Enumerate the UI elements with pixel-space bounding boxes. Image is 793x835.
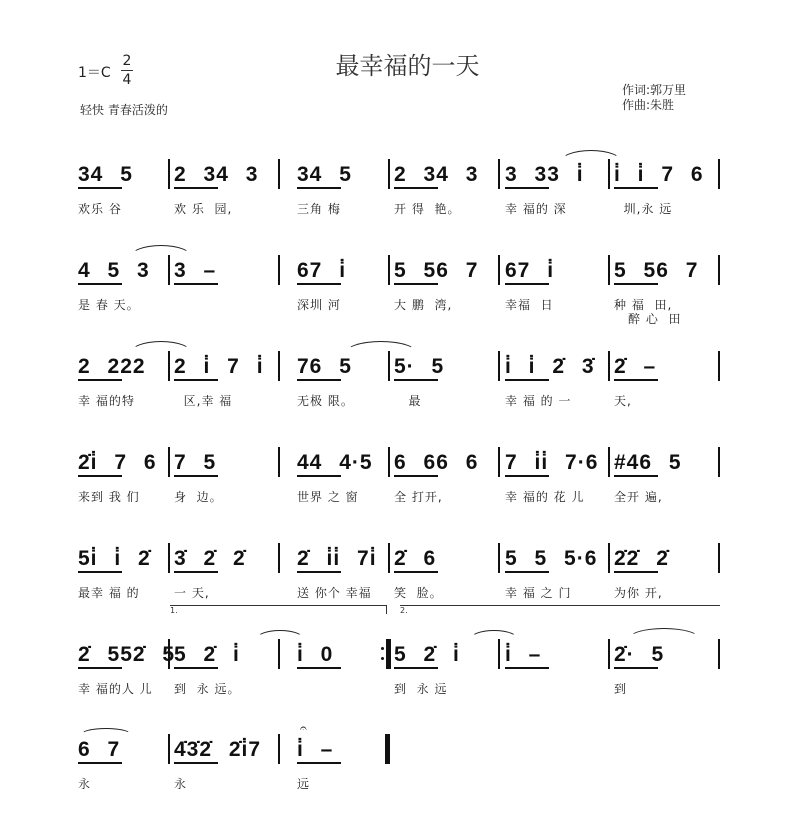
measure-notes: 3 –: [174, 259, 217, 282]
beam-underline: [297, 667, 341, 669]
bar-line: [278, 734, 280, 764]
bar-line: [498, 447, 500, 477]
measure-notes: 3 33 i̇: [505, 163, 584, 186]
lyric-text: 永: [78, 777, 92, 791]
fermata: 𝄐: [300, 721, 307, 735]
measure-notes: 67 i̇: [297, 259, 347, 282]
slur: [80, 728, 132, 742]
lyric-text: 幸 福的 花 儿: [505, 490, 585, 504]
beam-underline: [614, 187, 658, 189]
repeat-bar-line: [386, 639, 391, 669]
lyric-text: 一 天,: [174, 586, 210, 600]
beam-underline: [78, 762, 122, 764]
measure-notes: 44 4·5: [297, 451, 373, 474]
lyric-text: 身 边。: [174, 490, 223, 504]
measure-notes: 2 34 3: [394, 163, 479, 186]
beam-underline: [78, 667, 122, 669]
slur: [130, 341, 192, 365]
beam-underline: [297, 283, 341, 285]
bar-line: [498, 159, 500, 189]
measure-notes: 2̇2̇ 2̇: [614, 547, 669, 570]
lyric-text: 幸 福 之 门: [505, 586, 572, 600]
song-title: 最幸福的一天: [335, 52, 480, 80]
bar-line: [718, 543, 720, 573]
measure-notes: 5· 5: [394, 355, 445, 378]
beam-underline: [297, 762, 341, 764]
credits: [622, 83, 686, 113]
measure-notes: 5 56 7: [394, 259, 479, 282]
slur: [256, 630, 304, 648]
lyric-text: 种 福 田,: [614, 298, 673, 312]
bar-line: [498, 351, 500, 381]
bar-line: [608, 351, 610, 381]
beam-underline: [614, 571, 658, 573]
measure-notes: 2 34 3: [174, 163, 259, 186]
measure-notes: 6 7: [78, 738, 121, 761]
bar-line: [388, 447, 390, 477]
beam-underline: [614, 667, 658, 669]
measure-notes: 34 5: [78, 163, 133, 186]
measure-notes: 5 2̇ i̇: [174, 643, 240, 666]
lyric-text: 深圳 河: [297, 298, 341, 312]
beam-underline: [78, 283, 122, 285]
lyric-text: 全 打开,: [394, 490, 443, 504]
slur: [560, 150, 622, 174]
measure-notes: 34 5: [297, 163, 352, 186]
lyric-text: 无极 限。: [297, 394, 354, 408]
beam-underline: [505, 475, 549, 477]
measure-notes: 4 5 3: [78, 259, 150, 282]
lyric-text: 最幸 福 的: [78, 586, 140, 600]
lyric-text: 幸 福 的 一: [505, 394, 572, 408]
lyric-text: 来到 我 们: [78, 490, 140, 504]
measure-notes: i̇ i̇ 7 6: [614, 163, 704, 186]
bar-line: [718, 639, 720, 669]
lyric-text: 笑 脸。: [394, 586, 443, 600]
beam-underline: [614, 379, 658, 381]
bar-line: [278, 447, 280, 477]
bar-line: [718, 255, 720, 285]
beam-underline: [394, 571, 438, 573]
lyric-text: 区,幸 福: [174, 394, 233, 408]
final-bar-line: [385, 734, 390, 764]
lyric-text: 幸 福的人 儿: [78, 682, 153, 696]
beam-underline: [394, 187, 438, 189]
composer: 作曲:朱胜: [622, 98, 675, 112]
measure-notes: 2̇ 552̇ 5: [78, 643, 176, 666]
key-signature: 1＝C: [78, 65, 111, 81]
measure-notes: i̇ i̇ 2̇ 3̇: [505, 355, 595, 378]
bar-line: [168, 159, 170, 189]
slur: [130, 245, 192, 269]
beam-underline: [297, 187, 341, 189]
bar-line: [608, 255, 610, 285]
beam-underline: [505, 667, 549, 669]
measure-notes: 5 5 5·6: [505, 547, 598, 570]
measure-notes: i̇ –: [297, 738, 334, 761]
lyric-text: 世界 之 窗: [297, 490, 359, 504]
measure-notes: 5 56 7: [614, 259, 699, 282]
measure-notes: 2̇ i̇i̇ 7i̇: [297, 547, 377, 570]
bar-line: [168, 734, 170, 764]
beam-underline: [505, 571, 549, 573]
tempo-marking: 轻快 青春活泼的: [80, 103, 168, 117]
repeat-dot: [381, 647, 384, 650]
beam-underline: [505, 187, 549, 189]
bar-line: [608, 447, 610, 477]
beam-underline: [297, 379, 341, 381]
lyric-text: 大 鹏 湾,: [394, 298, 453, 312]
beam-underline: [174, 187, 218, 189]
lyric-text: 幸 福的特: [78, 394, 135, 408]
bar-line: [718, 447, 720, 477]
measure-notes: 2̇ –: [614, 355, 657, 378]
beam-underline: [78, 187, 122, 189]
beam-underline: [505, 379, 549, 381]
lyric-text: 到 永 远。: [174, 682, 241, 696]
lyric-text: 全开 遍,: [614, 490, 663, 504]
measure-notes: 6 66 6: [394, 451, 479, 474]
lyric-text: 到: [614, 682, 628, 696]
bar-line: [718, 351, 720, 381]
measure-notes: i̇ 0: [297, 643, 334, 666]
measure-notes: 2 222: [78, 355, 146, 378]
beam-underline: [297, 571, 341, 573]
lyric-text: 为你 开,: [614, 586, 663, 600]
measure-notes: 67 i̇: [505, 259, 555, 282]
lyric-text: 送 你个 幸福: [297, 586, 372, 600]
lyric-text: 幸福 日: [505, 298, 554, 312]
bar-line: [498, 255, 500, 285]
bar-line: [278, 255, 280, 285]
beam-underline: [174, 762, 218, 764]
lyricist: 作词:郭万里: [622, 83, 687, 97]
bar-line: [388, 159, 390, 189]
lyric-text: 开 得 艳。: [394, 202, 461, 216]
lyric-text: 三角 梅: [297, 202, 341, 216]
measure-notes: 2 i̇ 7 i̇: [174, 355, 264, 378]
measure-notes: 3̇ 2̇ 2̇: [174, 547, 246, 570]
measure-notes: 7 5: [174, 451, 217, 474]
measure-notes: 76 5: [297, 355, 352, 378]
measure-notes: 2̇· 5: [614, 643, 665, 666]
repeat-dot: [381, 657, 384, 660]
lyric-text: 天,: [614, 394, 632, 408]
measure-notes: 5i̇ i̇ 2̇: [78, 547, 151, 570]
bar-line: [608, 543, 610, 573]
measure-notes: i̇ –: [505, 643, 542, 666]
volta-2: 2.: [400, 605, 720, 614]
beam-underline: [78, 571, 122, 573]
lyric-text: 幸 福的 深: [505, 202, 567, 216]
measure-notes: 5 2̇ i̇: [394, 643, 460, 666]
beam-underline: [174, 283, 218, 285]
beam-underline: [78, 379, 122, 381]
measure-notes: 4̇3̇2̇ 2̇i̇7: [174, 738, 262, 761]
time-signature-bottom: 4: [122, 72, 132, 88]
bar-line: [278, 159, 280, 189]
beam-underline: [394, 475, 438, 477]
lyric-text: 欢 乐 园,: [174, 202, 233, 216]
beam-underline: [174, 379, 218, 381]
beam-underline: [505, 283, 549, 285]
bar-line: [498, 543, 500, 573]
measure-notes: 2̇ 6: [394, 547, 437, 570]
measure-notes: 7 i̇i̇ 7·6: [505, 451, 599, 474]
beam-underline: [394, 283, 438, 285]
lyric-text: 到 永 远: [394, 682, 448, 696]
bar-line: [388, 255, 390, 285]
beam-underline: [297, 475, 341, 477]
bar-line: [168, 543, 170, 573]
lyric-text: 最: [394, 394, 422, 408]
lyric-text: 欢乐 谷: [78, 202, 122, 216]
time-signature: [120, 52, 134, 89]
slur: [470, 630, 518, 648]
measure-notes: #46 5: [614, 451, 682, 474]
slur: [628, 628, 700, 650]
lyric-text: 圳,永 远: [614, 202, 673, 216]
beam-underline: [174, 571, 218, 573]
measure-notes: 2̇i̇ 7 6: [78, 451, 157, 474]
slur: [345, 341, 417, 365]
bar-line: [388, 543, 390, 573]
bar-line: [278, 543, 280, 573]
beam-underline: [78, 475, 122, 477]
bar-line: [278, 351, 280, 381]
beam-underline: [614, 283, 658, 285]
lyric-text: 永: [174, 777, 188, 791]
time-signature-top: 2: [122, 53, 132, 69]
bar-line: [608, 639, 610, 669]
volta-1: 1.: [170, 605, 387, 614]
bar-line: [168, 447, 170, 477]
lyric-text: 远: [297, 777, 311, 791]
lyric-text-verse-2: 醉 心 田: [628, 312, 682, 326]
bar-line: [718, 159, 720, 189]
beam-underline: [174, 475, 218, 477]
beam-underline: [394, 379, 438, 381]
lyric-text: 是 春 天。: [78, 298, 140, 312]
beam-underline: [614, 475, 658, 477]
beam-underline: [394, 667, 438, 669]
beam-underline: [174, 667, 218, 669]
